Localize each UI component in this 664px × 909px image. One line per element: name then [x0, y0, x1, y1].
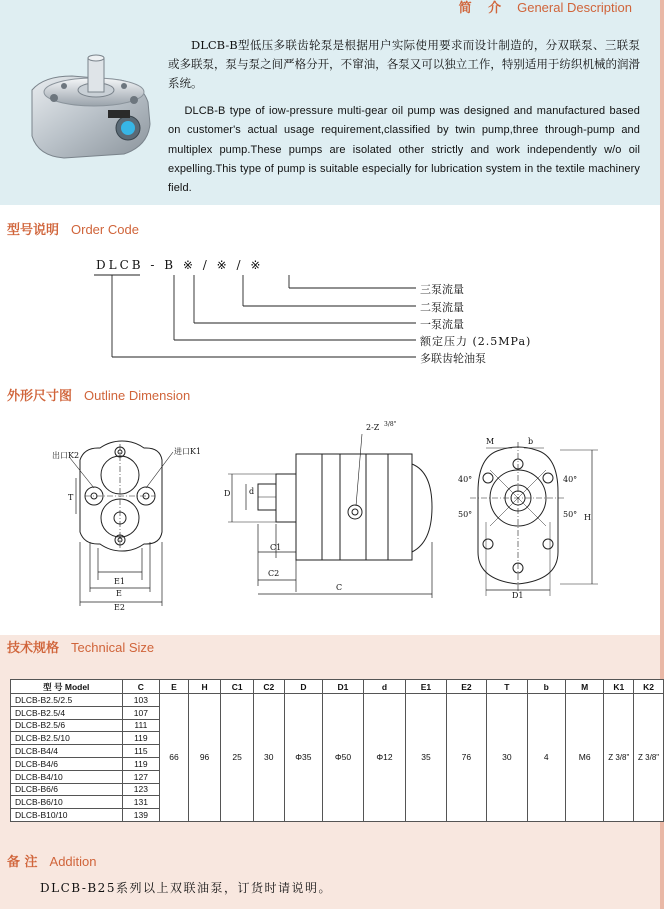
order-label-pump-type: 多联齿轮油泵 [420, 352, 486, 365]
c-cell: 127 [122, 770, 160, 783]
label-e: E [116, 589, 122, 598]
outline-drawings [0, 412, 660, 612]
general-description-header [459, 0, 632, 17]
tech-title-en: Technical Size [71, 640, 155, 655]
side-view [228, 434, 432, 598]
outline-title [7, 388, 190, 405]
col-k2: K2 [634, 680, 664, 694]
label-thread-size: 3/8" [384, 421, 397, 428]
order-label-pump2: 二泵流量 [420, 301, 464, 314]
order-label-pressure: 额定压力 (2.5MPa) [420, 335, 532, 348]
addition-text: DLCB-B25系列以上双联油泵，订货时请说明。 [40, 881, 332, 895]
k1-value: Z 3/8" [604, 694, 634, 822]
c-cell: 119 [122, 732, 160, 745]
col-d-small: d [363, 680, 406, 694]
order-code-title-zh: 型号说明 [7, 223, 60, 238]
order-label-pump1: 一泵流量 [420, 318, 464, 331]
order-label-pump3: 三泵流量 [420, 283, 464, 296]
model-cell: DLCB-B4/10 [11, 770, 123, 783]
label-e1: E1 [114, 577, 125, 586]
label-t: T [68, 493, 74, 502]
label-e2: E2 [114, 603, 125, 612]
order-code-diagram [0, 260, 664, 370]
col-t: T [487, 680, 527, 694]
col-model: 型 号 Model [11, 680, 123, 694]
model-cell: DLCB-B2.5/6 [11, 719, 123, 732]
addition-title-zh: 备 注 [7, 855, 38, 870]
addition-title [7, 854, 97, 871]
label-d-small: d [249, 487, 255, 496]
label-h: H [584, 513, 591, 522]
addition-title-en: Addition [49, 854, 97, 869]
order-code-title [7, 222, 139, 239]
e1-value: 35 [406, 694, 446, 822]
c-cell: 107 [122, 706, 160, 719]
description-zh: DLCB-B型低压多联齿轮泵是根据用户实际使用要求而设计制造的，分双联泵、三联泵或多联泵，泵与泵之间严格分开，不窜油，各泵又可以独立工作，特别适用于纺织机械的润滑系统。 [168, 38, 640, 90]
model-cell: DLCB-B10/10 [11, 809, 123, 822]
k2-value: Z 3/8" [634, 694, 664, 822]
label-c1: C1 [270, 543, 282, 552]
label-angle-50-left: 50° [458, 510, 473, 519]
tech-table-header [11, 680, 664, 694]
label-angle-50-right: 50° [563, 510, 578, 519]
col-h: H [188, 680, 221, 694]
d-small-value: Φ12 [363, 694, 406, 822]
e-value: 66 [160, 694, 189, 822]
col-e2: E2 [446, 680, 486, 694]
tech-title [7, 640, 154, 657]
c-cell: 139 [122, 809, 160, 822]
label-thread: 2-Z [366, 423, 380, 432]
col-e1: E1 [406, 680, 446, 694]
label-c2: C2 [268, 569, 280, 578]
c-cell: 103 [122, 694, 160, 707]
label-m: M [486, 437, 495, 446]
col-c2: C2 [253, 680, 284, 694]
col-m: M [565, 680, 604, 694]
outline-title-zh: 外形尺寸图 [7, 389, 73, 404]
label-angle-40-right: 40° [563, 475, 578, 484]
model-cell: DLCB-B6/6 [11, 783, 123, 796]
label-d1: D1 [512, 591, 524, 600]
table-row [11, 694, 664, 707]
c-cell: 111 [122, 719, 160, 732]
c2-value: 30 [253, 694, 284, 822]
label-outlet-k2: 出口K2 [52, 451, 80, 460]
col-c1: C1 [221, 680, 254, 694]
header-title-en: General Description [517, 0, 632, 15]
b-value: 4 [527, 694, 565, 822]
model-cell: DLCB-B6/10 [11, 796, 123, 809]
t-value: 30 [487, 694, 527, 822]
col-d1: D1 [323, 680, 364, 694]
d1-value: Φ50 [323, 694, 364, 822]
c-cell: 115 [122, 745, 160, 758]
m-value: M6 [565, 694, 604, 822]
col-d-large: D [284, 680, 323, 694]
h-value: 96 [188, 694, 221, 822]
e2-value: 76 [446, 694, 486, 822]
label-b: b [528, 437, 534, 446]
model-cell: DLCB-B2.5/10 [11, 732, 123, 745]
pump-photo [24, 50, 164, 168]
order-code-title-en: Order Code [71, 222, 139, 237]
label-d-large: D [224, 489, 231, 498]
col-c: C [122, 680, 160, 694]
c1-value: 25 [221, 694, 254, 822]
col-e: E [160, 680, 189, 694]
label-angle-40-left: 40° [458, 475, 473, 484]
outline-title-en: Outline Dimension [84, 388, 191, 403]
tech-table [10, 679, 664, 822]
label-inlet-k1: 进口K1 [174, 447, 202, 456]
c-cell: 123 [122, 783, 160, 796]
header-title-zh: 简 介 [458, 1, 508, 16]
col-k1: K1 [604, 680, 634, 694]
model-cell: DLCB-B2.5/2.5 [11, 694, 123, 707]
c-cell: 131 [122, 796, 160, 809]
order-code-string: DLCB - B ※ / ※ / ※ [96, 258, 264, 272]
rear-view [470, 442, 598, 596]
model-cell: DLCB-B4/4 [11, 745, 123, 758]
tech-title-zh: 技术规格 [7, 641, 60, 656]
col-b: b [527, 680, 565, 694]
c-cell: 119 [122, 757, 160, 770]
model-cell: DLCB-B4/6 [11, 757, 123, 770]
description-en: DLCB-B type of iow-pressure multi-gear oil pump was designed and manufactured based on customer's actual usage requirement,classified by twin pump,three through-pump and multiplex pump.These pumps are isolated other strictly and work independently w/o oil expelling.This type of pump is suitable especially for lubrication system in the textile machinery field. [168, 105, 640, 195]
model-cell: DLCB-B2.5/4 [11, 706, 123, 719]
label-c: C [336, 583, 343, 592]
d-large-value: Φ35 [284, 694, 323, 822]
